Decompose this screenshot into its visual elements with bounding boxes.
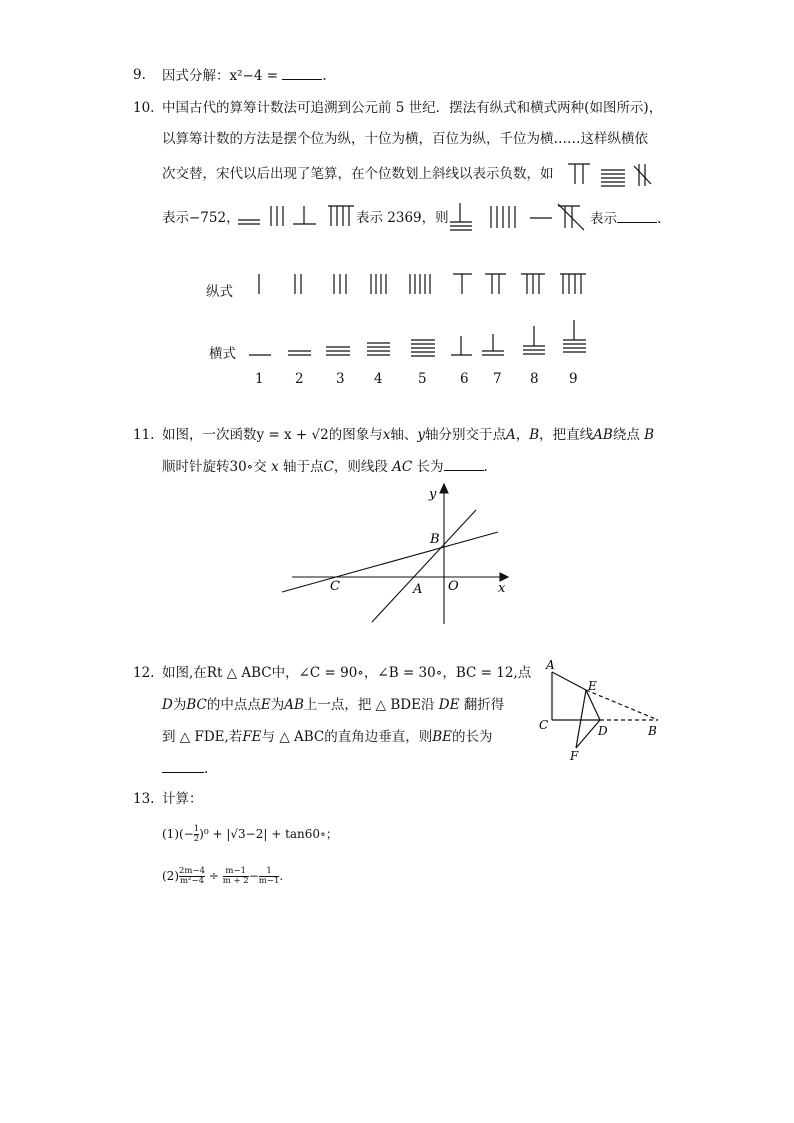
q11-number: 11. — [133, 427, 155, 443]
q13-p1b: )⁰ + |√3−2| + tan60∘； — [199, 827, 338, 841]
rod-example-negative-752 — [564, 160, 654, 190]
q13-f2-den: m + 2 — [222, 876, 249, 886]
q12-AB: AB — [284, 697, 304, 713]
q11-AC: AC — [392, 459, 413, 475]
q12-BC: BC — [186, 697, 207, 713]
q11-deg: 30∘ — [229, 459, 254, 475]
q11-y: y — [417, 427, 425, 443]
q13-op2: − — [248, 869, 259, 883]
q13-p2a: (2) — [162, 869, 179, 883]
q12-D: D — [162, 697, 173, 713]
q11-A: A — [506, 427, 516, 443]
q10-line2: 以算筹计数的方法是摆个位为纵，十位为横，百位为纵，千位为横……这样纵横依 — [162, 131, 648, 147]
q11-line1 — [162, 427, 654, 443]
q13-part1 — [162, 825, 338, 844]
q11-fig-x-label: x — [498, 581, 506, 596]
q13-frac2 — [223, 867, 249, 886]
q13-f3-den: m−1 — [258, 876, 280, 886]
q11-formula: y = x + √2 — [256, 427, 329, 443]
q12-l2b: 为 — [172, 697, 187, 713]
q12-l2h: 上一点，把 △ BDE沿 — [303, 697, 435, 713]
q11-l2c: 轴于点 — [283, 459, 324, 475]
q13-part2 — [162, 867, 283, 886]
q10-line4c — [590, 210, 661, 227]
q12-fig-D: D — [598, 724, 608, 738]
q12-l3a: 到 △ FDE,若 — [162, 729, 243, 745]
q11-B: B — [529, 427, 540, 443]
q12-l2j: 翻折得 — [463, 697, 505, 713]
q12-fig-B: B — [648, 724, 657, 738]
q13-p1-num: 1 — [193, 824, 200, 834]
q12-answer-blank[interactable] — [162, 760, 204, 773]
q9-number: 9. — [133, 67, 146, 83]
digit-label: 7 — [493, 371, 502, 387]
q12-line1: 如图,在Rt △ ABC中，∠C = 90∘，∠B = 30∘，BC = 12,点 — [162, 665, 532, 681]
rod-numeral-table — [240, 266, 600, 386]
q12-line2 — [162, 697, 504, 713]
q11-AB: AB — [593, 427, 613, 443]
digit-label: 5 — [418, 371, 427, 387]
q13-number: 13. — [133, 791, 155, 807]
q12-number: 12. — [133, 665, 155, 681]
q13-frac1 — [179, 867, 205, 886]
q10-line3: 次交替，宋代以后出现了笔算，在个位数划上斜线以表示负数，如 — [162, 166, 554, 182]
q11-l1d: 轴分别交于点 — [425, 427, 506, 443]
q11-l2f: . — [483, 459, 488, 475]
q11-l2a: 顺时针旋转 — [162, 459, 230, 475]
q11-l1f: ，把直线 — [539, 427, 594, 443]
q11-B2: B — [644, 427, 655, 443]
q10-line1: 中国古代的算筹计数法可追溯到公元前 5 世纪．摆法有纵式和横式两种(如图所示)， — [162, 100, 663, 116]
q12-l3e: 的长为 — [452, 729, 493, 745]
rod-example-2369 — [236, 202, 356, 232]
q11-fig-y-label: y — [429, 487, 437, 502]
q12-fig-A: A — [546, 658, 555, 672]
q10-line4a: 表示−752， — [162, 210, 240, 226]
q10-line4c-text: 表示 — [590, 211, 617, 227]
q11-line2 — [162, 458, 488, 475]
q12-FE: FE — [242, 729, 262, 745]
q10-line4b: 表示 2369，则 — [356, 210, 449, 226]
rod-label-horizontal: 横式 — [209, 346, 236, 362]
q11-l1g: 绕点 — [612, 427, 640, 443]
q13-title: 计算： — [162, 791, 203, 807]
q12-fig-F: F — [570, 749, 579, 763]
digit-label: 1 — [255, 371, 264, 387]
q11-fig-B-label: B — [430, 532, 440, 547]
rod-question — [448, 200, 588, 232]
rod-label-vertical: 纵式 — [206, 284, 233, 300]
digit-label: 6 — [460, 371, 469, 387]
q9-stem: 因式分解：x²−4 = — [162, 68, 279, 84]
q12-l4: . — [204, 761, 209, 777]
q11-fig-C-label: C — [330, 579, 340, 594]
q10-line4d: . — [657, 211, 662, 227]
digit-label: 3 — [336, 371, 345, 387]
digit-label: 2 — [295, 371, 304, 387]
digit-label: 8 — [530, 371, 539, 387]
q13-op1: ÷ — [208, 869, 219, 883]
digit-label: 4 — [374, 371, 383, 387]
q11-l2e: 长为 — [416, 459, 444, 475]
q13-f2-num: m−1 — [223, 867, 249, 877]
q11-l1b: 的图象与 — [328, 427, 383, 443]
q11-l1a: 如图，一次函数 — [162, 427, 257, 443]
q13-f3-num: 1 — [259, 867, 280, 877]
q13-p1a: (1)(− — [162, 827, 194, 841]
q12-line3 — [162, 729, 493, 745]
q11-coordinate-figure — [280, 480, 520, 630]
q12-fig-E: E — [588, 679, 597, 693]
q12-BE: BE — [432, 729, 453, 745]
q10-number: 10. — [133, 100, 155, 116]
q13-p1-den: 2 — [193, 834, 200, 844]
q11-fig-O-label: O — [448, 579, 459, 594]
q11-C: C — [323, 459, 334, 475]
q11-fig-A-label: A — [413, 582, 423, 597]
q12-DE: DE — [438, 697, 460, 713]
q13-f1-num: 2m−4 — [179, 866, 205, 876]
q11-l2b: 交 — [253, 459, 267, 475]
q12-l2f: 为 — [270, 697, 285, 713]
q11-l1c: 轴、 — [390, 427, 418, 443]
q9-tail: . — [322, 68, 327, 84]
q13-f1-den: m²−4 — [180, 876, 204, 886]
q11-x: x — [382, 427, 391, 443]
q11-answer-blank[interactable] — [444, 458, 484, 471]
q13-frac3 — [259, 867, 280, 886]
q9-text — [162, 67, 327, 84]
q12-fig-C: C — [539, 718, 549, 732]
q9-answer-blank[interactable] — [282, 67, 322, 80]
q12-triangle-figure — [538, 656, 668, 766]
q11-l1e: ， — [515, 427, 530, 443]
q12-l2d: 的中点点 — [206, 697, 261, 713]
q13-p2end: . — [279, 869, 284, 883]
q12-line4 — [162, 760, 208, 777]
q10-answer-blank[interactable] — [617, 210, 657, 223]
q12-E: E — [260, 697, 271, 713]
digit-label: 9 — [569, 371, 578, 387]
q12-l3c: 与 △ ABC的直角边垂直，则 — [261, 729, 433, 745]
q11-x2: x — [271, 459, 279, 475]
q11-l2d: ，则线段 — [333, 459, 388, 475]
